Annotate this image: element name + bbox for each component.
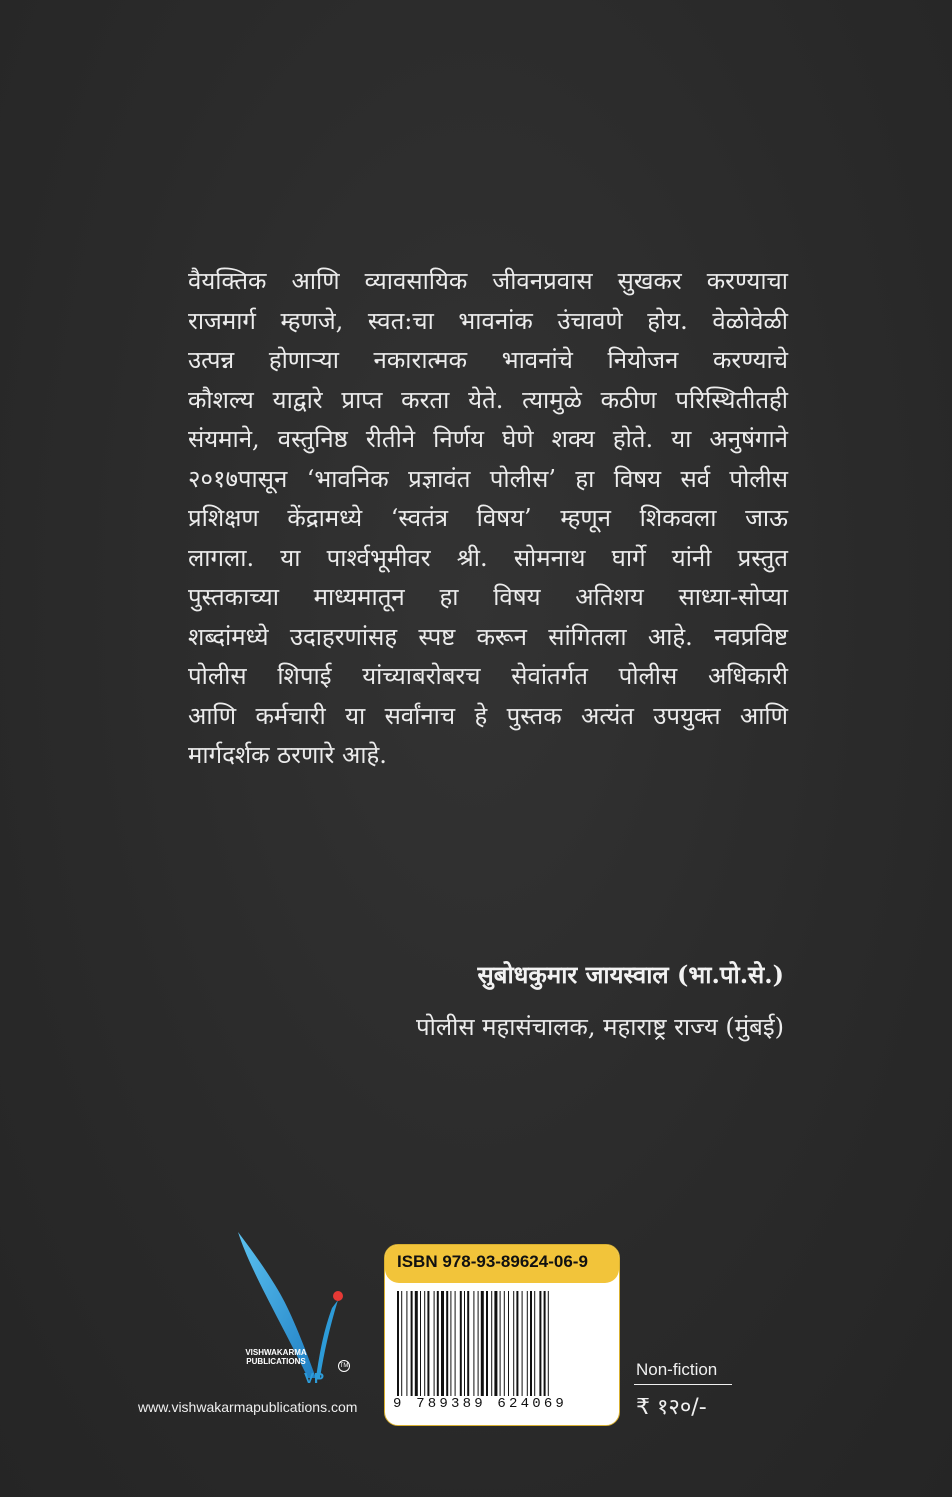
blurb-line: उत्पन्न होणाऱ्या नकारात्मक भावनांचे नियोजन करण्याचे bbox=[188, 346, 788, 374]
publisher-abbr: VP bbox=[304, 1370, 325, 1387]
blurb-line: राजमार्ग म्हणजे, स्वत:चा भावनांक उंचावणे होय. वेळोवेळी bbox=[188, 306, 788, 335]
genre-divider bbox=[634, 1384, 732, 1385]
author-title: पोलीस महासंचालक, महाराष्ट्र राज्य (मुंबई) bbox=[415, 1013, 784, 1041]
genre-label: Non-fiction bbox=[636, 1360, 718, 1379]
blurb-line: संयमाने, वस्तुनिष्ठ रीतीने निर्णय घेणे शक्य होते. या अनुषंगाने bbox=[188, 425, 788, 453]
blurb-line: कौशल्य याद्वारे प्राप्त करता येते. त्यामुळे कठीण परिस्थितीतही bbox=[188, 385, 788, 414]
blurb-line: आणि कर्मचारी या सर्वांनाच हे पुस्तक अत्यंत उपयुक्त आणि bbox=[188, 701, 788, 730]
blurb-line: पुस्तकाच्या माध्यमातून हा विषय अतिशय साध्या-सोप्या bbox=[188, 583, 788, 611]
isbn-label: ISBN 978-93-89624-06-9 bbox=[397, 1252, 588, 1271]
blurb-line: वैयक्तिक आणि व्यावसायिक जीवनप्रवास सुखकर करण्याचा bbox=[188, 267, 788, 295]
blurb-line: मार्गदर्शक ठरणारे आहे. bbox=[188, 741, 387, 769]
blurb-line: शब्दांमध्ये उदाहरणांसह स्पष्ट करून सांगितला आहे. नवप्रविष्ट bbox=[188, 622, 788, 651]
isbn-barcode-block bbox=[384, 1244, 620, 1426]
barcode-digits: 9 789389 624069 bbox=[391, 1396, 615, 1412]
publisher-website: www.vishwakarmapublications.com bbox=[138, 1399, 358, 1415]
publisher-name: VISHWAKARMA PUBLICATIONS bbox=[245, 1348, 307, 1366]
blurb-paragraph bbox=[188, 262, 788, 776]
blurb-line: पोलीस शिपाई यांच्याबरोबरच सेवांतर्गत पोलीस अधिकारी bbox=[188, 662, 788, 690]
blurb-line: लागला. या पार्श्वभूमीवर श्री. सोमनाथ घार्गे यांनी प्रस्तुत bbox=[188, 543, 788, 572]
blurb-line: प्रशिक्षण केंद्रामध्ये ‘स्वतंत्र विषय’ म्हणून शिकवला जाऊ bbox=[188, 504, 788, 532]
barcode-icon bbox=[395, 1291, 609, 1399]
author-name: सुबोधकुमार जायस्वाल (भा.पो.से.) bbox=[477, 960, 784, 989]
price-label: ₹ १२०/- bbox=[636, 1395, 707, 1420]
trademark-mark: TM bbox=[338, 1360, 350, 1372]
blurb-line: २०१७पासून ‘भावनिक प्रज्ञावंत पोलीस’ हा विषय सर्व पोलीस bbox=[188, 464, 788, 493]
